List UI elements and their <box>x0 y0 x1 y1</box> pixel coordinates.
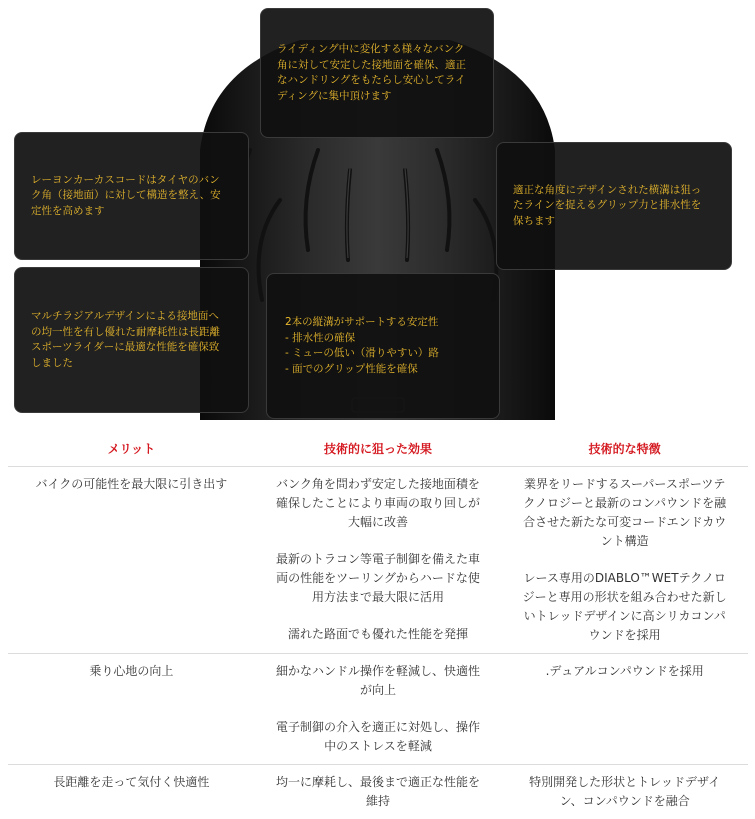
cell-effect <box>255 654 502 764</box>
effect-text: 最新のトラコン等電子制御を備えた車 両の性能をツーリングからハードな使 用方法まで最大限に活用 <box>276 552 481 604</box>
features-table <box>8 430 748 819</box>
effect-text: 細かなハンドル操作を軽減し、快適性 が向上 <box>276 664 481 697</box>
cell-effect <box>255 467 502 653</box>
feature-text: .デュアルコンパウンドを採用 <box>545 664 704 678</box>
header-effect: 技術的に狙った効果 <box>324 441 433 456</box>
header-feature: 技術的な特徴 <box>588 441 661 456</box>
cell-merit: 長距離を走って気付く快適性 <box>53 775 210 789</box>
cell-merit: 乗り心地の向上 <box>89 664 174 678</box>
feature-text: 特別開発した形状とトレッドデザイ ン、コンパウンドを融合 <box>529 775 721 808</box>
cell-feature <box>501 467 748 653</box>
callout-rayon-carcass: レーヨンカーカスコードはタイヤのバン ク角（接地面）に対して構造を整え、安 定性を高めます <box>14 132 249 260</box>
effect-text: 均一に摩耗し、最後まで適正な性能を 維持 <box>276 775 481 808</box>
table-header <box>8 430 748 467</box>
table-row <box>8 765 748 819</box>
effect-text: 電子制御の介入を適正に対処し、操作 中のストレスを軽減 <box>276 720 481 753</box>
cell-merit: バイクの可能性を最大限に引き出す <box>35 477 228 491</box>
callout-longitudinal-grooves: 2本の縦溝がサポートする安定性 - 排水性の確保 - ミューの低い（滑りやすい）路 - 面でのグリップ性能を確保 <box>266 273 500 419</box>
feature-text: 業界をリードするスーパースポーツテ クノロジーと最新のコンパウンドを融 合させた新たな可変コードエンドカウ ント構造 <box>523 477 727 548</box>
feature-text: レース専用のDIABLO™WETテクノロ ジーと専用の形状を組み合わせた新し いトレッドデザインに高シリカコンパ ウンドを採用 <box>522 571 727 642</box>
callout-bank-angle: ライディング中に変化する様々なバンク 角に対して安定した接地面を確保、適正 なハンドリングをもたらし安心してライ ディングに集中頂けます <box>260 8 494 138</box>
callout-multi-radial: マルチラジアルデザインによる接地面へ の均一性を有し優れた耐摩耗性は長距離 スポーツライダーに最適な性能を確保致 しました <box>14 267 249 413</box>
cell-effect <box>255 765 502 819</box>
table-row <box>8 654 748 765</box>
table-row <box>8 467 748 654</box>
cell-feature <box>501 765 748 819</box>
callout-lateral-grooves: 適正な角度にデザインされた横溝は狙っ たラインを捉えるグリップ力と排水性を 保ちます <box>496 142 732 270</box>
header-merit: メリット <box>107 441 156 456</box>
effect-text: バンク角を問わず安定した接地面積を 確保したことにより車両の取り回しが 大幅に改善 <box>276 477 481 529</box>
effect-text: 濡れた路面でも優れた性能を発揮 <box>288 627 469 641</box>
cell-feature <box>501 654 748 764</box>
